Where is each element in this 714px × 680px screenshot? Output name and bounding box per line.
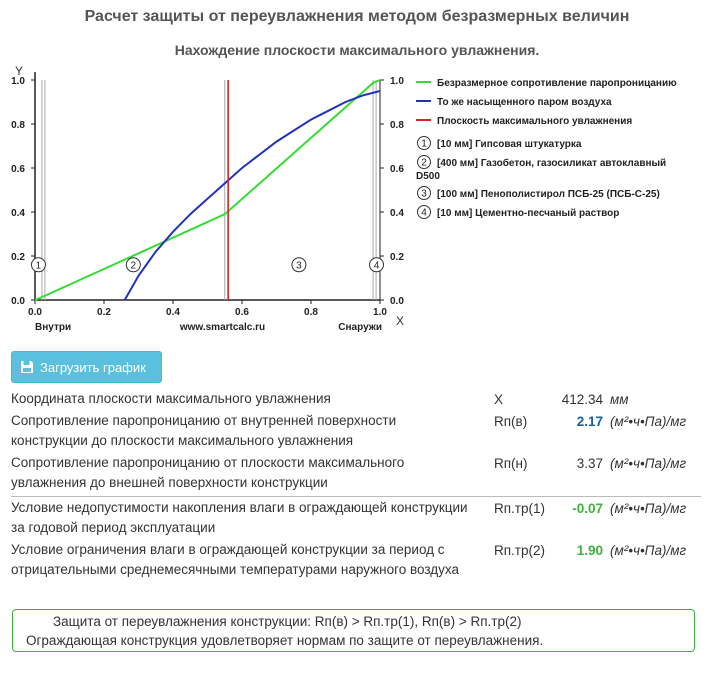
y-axis-label: Y [15, 64, 24, 78]
layer-number-text: 3 [421, 188, 427, 200]
legend-entry: То же насыщенного паром воздуха [437, 97, 612, 108]
result-label: Сопротивление паропроницанию от внутренней поверхности конструкции до плоскости максимального увлажнения [11, 413, 397, 448]
y-tick-label-left: 0.8 [11, 120, 25, 131]
layer-number-text: 1 [35, 260, 42, 272]
layer-number-text: 4 [421, 207, 427, 219]
result-label: Координата плоскости максимального увлажнения [11, 391, 331, 406]
y-tick-label-left: 0.6 [11, 164, 25, 175]
result-row-condition-2 [11, 539, 701, 581]
page-title: Расчет защиты от переувлажнения методом безразмерных величин [84, 8, 630, 25]
y-tick-label-right: 0.4 [390, 208, 404, 219]
result-symbol: Rп.тр(2) [494, 543, 546, 558]
legend-entry: Безразмерное сопротивление паропроницанию [437, 78, 677, 89]
series-line-1 [35, 80, 380, 300]
outside-label: Снаружи [338, 322, 382, 333]
download-chart-button[interactable] [11, 351, 162, 383]
result-row-condition-1 [11, 497, 701, 539]
results-table [11, 388, 701, 581]
chart-title: Нахождение плоскости максимального увлажнения. [174, 42, 540, 58]
x-tick-label: 1.0 [373, 307, 387, 318]
result-label: Условие недопустимости накопления влаги в ограждающей конструкции за годовой период эксплуатации [11, 500, 468, 535]
result-unit: (м²•ч•Па)/мг [610, 456, 687, 471]
y-tick-label-right: 0.8 [390, 120, 404, 131]
y-tick-label-right: 0.0 [390, 296, 404, 307]
layer-number-text: 2 [130, 260, 137, 272]
download-button-label: Загрузить график [40, 359, 146, 375]
x-tick-label: 0.6 [235, 307, 249, 318]
x-tick-label: 0.8 [304, 307, 318, 318]
save-icon [20, 360, 34, 374]
series-line-2 [125, 91, 380, 300]
layer-legend-label: [400 мм] Газобетон, газосиликат автоклавный [437, 158, 667, 169]
layer-number-text: 1 [421, 138, 427, 150]
result-value: 1.90 [576, 543, 603, 558]
result-row-coordinate [11, 388, 701, 410]
watermark-url: www.smartcalc.ru [179, 322, 266, 333]
result-symbol: X [494, 392, 504, 407]
y-tick-label-right: 1.0 [390, 76, 404, 87]
conclusion-box [12, 609, 695, 652]
conclusion-verdict: Ограждающая конструкция удовлетворяет нормам по защите от переувлажнения. [26, 633, 544, 648]
result-value: 412.34 [561, 392, 603, 407]
layer-legend-label: [100 мм] Пенополистирол ПСБ-25 (ПСБ-С-25) [437, 189, 660, 200]
y-tick-label-right: 0.6 [390, 164, 404, 175]
result-value: 3.37 [576, 456, 603, 471]
result-row-rp-outer [11, 452, 701, 494]
result-label: Условие ограничения влаги в ограждающей конструкции за период с отрицательными среднемесячными температурами наружного воздуха [11, 542, 460, 577]
conclusion-condition: Защита от переувлажнения конструкции: Rп(в) > Rп.тр(1), Rп(в) > Rп.тр(2) [53, 614, 522, 629]
layer-number-text: 2 [421, 157, 427, 169]
y-tick-label-left: 0.4 [11, 208, 25, 219]
result-unit: мм [610, 392, 629, 407]
result-symbol: Rп.тр(1) [494, 501, 546, 516]
y-tick-label-left: 1.0 [11, 76, 25, 87]
result-symbol: Rп(н) [494, 456, 528, 471]
x-axis-label: X [396, 314, 405, 328]
x-tick-label: 0.0 [28, 307, 42, 318]
y-tick-label-right: 0.2 [390, 252, 404, 263]
moisture-chart [0, 55, 714, 340]
layer-legend-label: [10 мм] Гипсовая штукатурка [437, 139, 582, 150]
x-tick-label: 0.4 [166, 307, 180, 318]
y-tick-label-left: 0.2 [11, 252, 25, 263]
x-tick-label: 0.2 [97, 307, 111, 318]
result-symbol: Rп(в) [494, 414, 528, 429]
result-label: Сопротивление паропроницанию от плоскости максимального увлажнения до внешней поверхности конструкции [11, 455, 405, 490]
layer-legend-label-cont: D500 [416, 171, 440, 182]
y-tick-label-left: 0.0 [11, 296, 25, 307]
layer-number-text: 4 [373, 260, 380, 272]
result-unit: (м²•ч•Па)/мг [610, 543, 687, 558]
legend-entry: Плоскость максимального увлажнения [437, 116, 633, 127]
inside-label: Внутри [35, 322, 72, 333]
layer-number-text: 3 [296, 260, 302, 272]
result-value: 2.17 [576, 414, 603, 429]
result-value: -0.07 [572, 501, 603, 516]
result-unit: (м²•ч•Па)/мг [610, 414, 687, 429]
result-unit: (м²•ч•Па)/мг [610, 501, 687, 516]
result-row-rp-inner [11, 410, 701, 452]
layer-legend-label: [10 мм] Цементно-песчаный раствор [437, 208, 620, 219]
